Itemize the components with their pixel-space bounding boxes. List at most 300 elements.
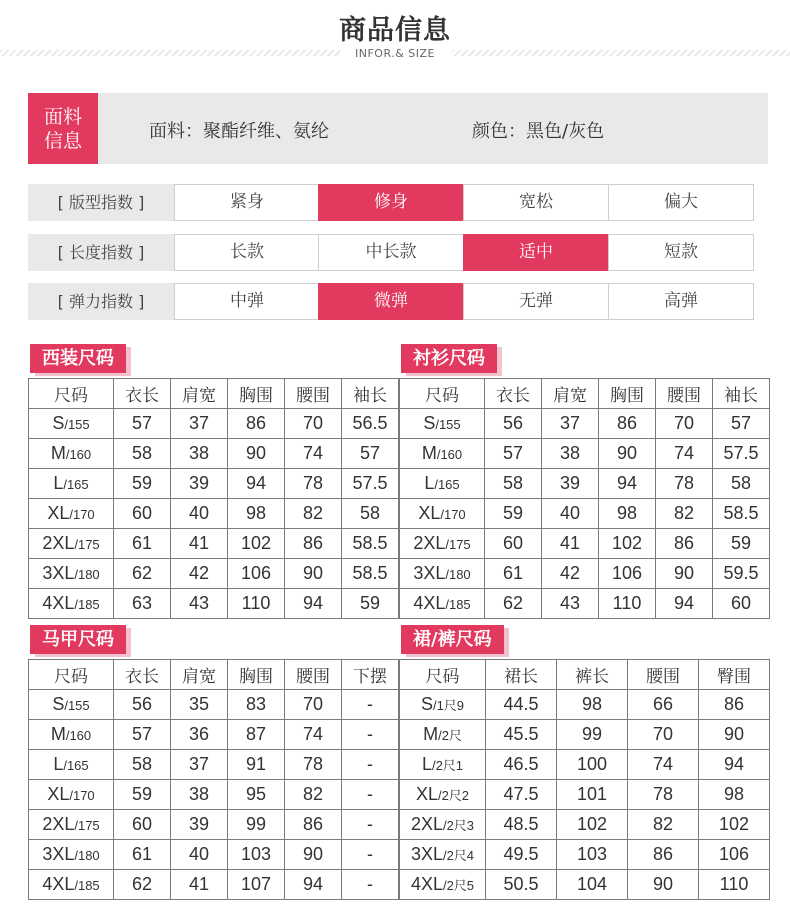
measurement-cell: - xyxy=(342,690,399,720)
measurement-cell: 110 xyxy=(228,589,285,619)
size-sub-label: /185 xyxy=(445,597,471,612)
table-row xyxy=(29,529,399,559)
measurement-cell: 57.5 xyxy=(342,469,399,499)
column-header: 裤长 xyxy=(557,660,628,690)
measurement-cell: 61 xyxy=(485,559,542,589)
size-cell xyxy=(400,720,486,750)
size-sub-label: /160 xyxy=(65,728,92,743)
size-cell xyxy=(400,840,486,870)
column-header: 肩宽 xyxy=(542,379,599,409)
index-option: 短款 xyxy=(608,234,754,271)
size-label: 3XL xyxy=(413,563,446,583)
measurement-cell: 70 xyxy=(656,409,713,439)
measurement-cell: 94 xyxy=(656,589,713,619)
size-sub-label: /160 xyxy=(65,447,92,462)
measurement-cell: 106 xyxy=(228,559,285,589)
table-row xyxy=(29,469,399,499)
measurement-cell: 78 xyxy=(285,750,342,780)
measurement-cell: 74 xyxy=(285,720,342,750)
size-label: M xyxy=(50,443,66,463)
table-row xyxy=(29,810,399,840)
table-row xyxy=(29,840,399,870)
measurement-cell: 107 xyxy=(228,870,285,900)
measurement-cell: 90 xyxy=(599,439,656,469)
size-label: M xyxy=(423,724,439,744)
table-row xyxy=(400,589,770,619)
size-sub-label: /165 xyxy=(434,477,460,492)
measurement-cell: 102 xyxy=(228,529,285,559)
measurement-cell: 56 xyxy=(114,690,171,720)
size-cell xyxy=(29,409,114,439)
size-label: XL xyxy=(47,784,70,804)
column-header: 肩宽 xyxy=(171,379,228,409)
measurement-cell: 59 xyxy=(485,499,542,529)
measurement-cell: 57 xyxy=(114,720,171,750)
column-header: 衣长 xyxy=(114,379,171,409)
measurement-cell: 82 xyxy=(656,499,713,529)
size-cell xyxy=(29,810,114,840)
column-header: 袖长 xyxy=(713,379,770,409)
size-label: M xyxy=(50,724,66,744)
measurement-cell: 37 xyxy=(171,409,228,439)
measurement-cell: 91 xyxy=(228,750,285,780)
measurement-cell: 49.5 xyxy=(486,840,557,870)
size-sub-label: /155 xyxy=(435,417,461,432)
size-sub-label: /1尺9 xyxy=(432,698,465,713)
size-cell xyxy=(400,870,486,900)
size-cell xyxy=(400,750,486,780)
column-header: 尺码 xyxy=(29,660,114,690)
fabric-info-panel xyxy=(28,93,768,164)
measurement-cell: 102 xyxy=(557,810,628,840)
measurement-cell: 59.5 xyxy=(713,559,770,589)
measurement-cell: 101 xyxy=(557,780,628,810)
size-sub-label: /170 xyxy=(440,507,466,522)
skirt-size-title: 裙/裤尺码 xyxy=(401,625,504,654)
measurement-cell: 35 xyxy=(171,690,228,720)
measurement-cell: 86 xyxy=(656,529,713,559)
measurement-cell: 102 xyxy=(699,810,770,840)
measurement-cell: - xyxy=(342,840,399,870)
size-label: L xyxy=(53,473,64,493)
measurement-cell: 98 xyxy=(557,690,628,720)
index-row-label: [ 版型指数 ] xyxy=(28,184,174,221)
size-label: XL xyxy=(415,784,438,804)
size-sub-label: /155 xyxy=(64,698,90,713)
column-header: 裙长 xyxy=(486,660,557,690)
column-header: 胸围 xyxy=(228,379,285,409)
measurement-cell: 86 xyxy=(285,529,342,559)
size-label: S xyxy=(52,694,65,714)
size-cell xyxy=(29,750,114,780)
size-sub-label: /2尺3 xyxy=(442,818,475,833)
size-cell xyxy=(400,780,486,810)
size-sub-label: /2尺4 xyxy=(442,848,475,863)
size-cell xyxy=(400,469,485,499)
size-label: 3XL xyxy=(410,844,443,864)
size-label: 4XL xyxy=(42,874,75,894)
measurement-cell: 103 xyxy=(557,840,628,870)
size-label: S xyxy=(420,694,433,714)
table-row xyxy=(29,559,399,589)
index-option: 偏大 xyxy=(608,184,754,221)
index-option: 长款 xyxy=(174,234,320,271)
measurement-cell: 58.5 xyxy=(342,559,399,589)
measurement-cell: 59 xyxy=(713,529,770,559)
size-sub-label: /180 xyxy=(74,848,100,863)
size-sub-label: /170 xyxy=(69,507,95,522)
measurement-cell: 45.5 xyxy=(486,720,557,750)
measurement-cell: 60 xyxy=(713,589,770,619)
table-row xyxy=(29,870,399,900)
measurement-cell: - xyxy=(342,870,399,900)
measurement-cell: 110 xyxy=(599,589,656,619)
measurement-cell: 104 xyxy=(557,870,628,900)
size-label: 4XL xyxy=(42,593,75,613)
measurement-cell: 78 xyxy=(628,780,699,810)
measurement-cell: 42 xyxy=(171,559,228,589)
size-sub-label: /2尺2 xyxy=(437,788,470,803)
measurement-cell: 42 xyxy=(542,559,599,589)
size-cell xyxy=(400,810,486,840)
measurement-cell: - xyxy=(342,810,399,840)
table-header-row xyxy=(400,379,770,409)
size-label: M xyxy=(421,443,437,463)
measurement-cell: 38 xyxy=(171,780,228,810)
measurement-cell: 57.5 xyxy=(713,439,770,469)
size-label: 2XL xyxy=(42,533,75,553)
column-header: 袖长 xyxy=(342,379,399,409)
measurement-cell: - xyxy=(342,750,399,780)
measurement-cell: 40 xyxy=(171,499,228,529)
table-row xyxy=(400,720,770,750)
measurement-cell: 90 xyxy=(656,559,713,589)
measurement-cell: 56.5 xyxy=(342,409,399,439)
size-label: 2XL xyxy=(413,533,446,553)
measurement-cell: 66 xyxy=(628,690,699,720)
measurement-cell: 47.5 xyxy=(486,780,557,810)
measurement-cell: - xyxy=(342,780,399,810)
measurement-cell: 41 xyxy=(542,529,599,559)
measurement-cell: 38 xyxy=(542,439,599,469)
table-row xyxy=(400,529,770,559)
column-header: 臀围 xyxy=(699,660,770,690)
measurement-cell: 98 xyxy=(228,499,285,529)
measurement-cell: 78 xyxy=(656,469,713,499)
measurement-cell: 60 xyxy=(485,529,542,559)
measurement-cell: 82 xyxy=(285,499,342,529)
index-option-selected: 适中 xyxy=(463,234,609,271)
measurement-cell: 37 xyxy=(171,750,228,780)
measurement-cell: 95 xyxy=(228,780,285,810)
index-option: 中弹 xyxy=(174,283,320,320)
measurement-cell: 86 xyxy=(285,810,342,840)
size-sub-label: /155 xyxy=(64,417,90,432)
index-option: 中长款 xyxy=(318,234,464,271)
measurement-cell: 106 xyxy=(599,559,656,589)
table-row xyxy=(29,499,399,529)
size-cell xyxy=(29,690,114,720)
size-sub-label: /185 xyxy=(74,597,100,612)
size-label: S xyxy=(423,413,436,433)
measurement-cell: 74 xyxy=(628,750,699,780)
table-header-row xyxy=(29,379,399,409)
measurement-cell: 94 xyxy=(285,589,342,619)
table-row xyxy=(400,870,770,900)
measurement-cell: 86 xyxy=(228,409,285,439)
measurement-cell: 40 xyxy=(542,499,599,529)
size-label: L xyxy=(53,754,64,774)
size-label: 2XL xyxy=(42,814,75,834)
table-row xyxy=(400,780,770,810)
measurement-cell: 86 xyxy=(628,840,699,870)
size-sub-label: /2尺5 xyxy=(442,878,475,893)
index-row-label: [ 长度指数 ] xyxy=(28,234,174,271)
size-cell xyxy=(29,589,114,619)
index-option: 紧身 xyxy=(174,184,320,221)
column-header: 腰围 xyxy=(285,379,342,409)
size-cell xyxy=(400,690,486,720)
size-label: XL xyxy=(418,503,441,523)
measurement-cell: 61 xyxy=(114,840,171,870)
measurement-cell: 37 xyxy=(542,409,599,439)
measurement-cell: 90 xyxy=(699,720,770,750)
size-cell xyxy=(29,840,114,870)
measurement-cell: 56 xyxy=(485,409,542,439)
measurement-cell: 41 xyxy=(171,870,228,900)
measurement-cell: 102 xyxy=(599,529,656,559)
measurement-cell: 83 xyxy=(228,690,285,720)
measurement-cell: 78 xyxy=(285,469,342,499)
table-row xyxy=(400,810,770,840)
size-label: 4XL xyxy=(413,593,446,613)
column-header: 腰围 xyxy=(628,660,699,690)
page-subtitle: INFOR.& SIZE xyxy=(355,47,435,60)
table-row xyxy=(29,780,399,810)
index-row xyxy=(28,184,753,221)
column-header: 尺码 xyxy=(29,379,114,409)
column-header: 腰围 xyxy=(656,379,713,409)
measurement-cell: 98 xyxy=(599,499,656,529)
table-row xyxy=(29,409,399,439)
size-label: XL xyxy=(47,503,70,523)
vest-size-title: 马甲尺码 xyxy=(30,625,126,654)
size-cell xyxy=(29,870,114,900)
size-sub-label: /180 xyxy=(445,567,471,582)
measurement-cell: 58 xyxy=(485,469,542,499)
measurement-cell: 40 xyxy=(171,840,228,870)
size-cell xyxy=(400,409,485,439)
measurement-cell: 82 xyxy=(285,780,342,810)
measurement-cell: 39 xyxy=(542,469,599,499)
measurement-cell: 90 xyxy=(285,559,342,589)
measurement-cell: 41 xyxy=(171,529,228,559)
vest-size-table xyxy=(28,659,399,900)
measurement-cell: 106 xyxy=(699,840,770,870)
size-cell xyxy=(29,499,114,529)
fabric-tag-line2: 信息 xyxy=(43,129,82,152)
measurement-cell: 74 xyxy=(656,439,713,469)
index-row-label: [ 弹力指数 ] xyxy=(28,283,174,320)
column-header: 尺码 xyxy=(400,379,485,409)
measurement-cell: 57 xyxy=(713,409,770,439)
measurement-cell: 59 xyxy=(114,780,171,810)
size-label: S xyxy=(52,413,65,433)
measurement-cell: 99 xyxy=(557,720,628,750)
table-row xyxy=(400,439,770,469)
measurement-cell: 90 xyxy=(628,870,699,900)
measurement-cell: 58.5 xyxy=(342,529,399,559)
measurement-cell: 86 xyxy=(599,409,656,439)
index-option: 宽松 xyxy=(463,184,609,221)
measurement-cell: 60 xyxy=(114,499,171,529)
size-cell xyxy=(400,559,485,589)
measurement-cell: 70 xyxy=(285,690,342,720)
measurement-cell: 38 xyxy=(171,439,228,469)
shirt-size-table xyxy=(399,378,770,619)
table-header-row xyxy=(29,660,399,690)
measurement-cell: 94 xyxy=(699,750,770,780)
column-header: 腰围 xyxy=(285,660,342,690)
measurement-cell: 58 xyxy=(114,439,171,469)
measurement-cell: 86 xyxy=(699,690,770,720)
table-row xyxy=(400,690,770,720)
size-cell xyxy=(29,469,114,499)
table-row xyxy=(400,409,770,439)
size-cell xyxy=(400,499,485,529)
column-header: 下摆 xyxy=(342,660,399,690)
index-row xyxy=(28,283,753,320)
measurement-cell: 43 xyxy=(542,589,599,619)
fabric-material: 面料：聚酯纤维、氨纶 xyxy=(149,121,329,142)
suit-size-title: 西装尺码 xyxy=(30,344,126,373)
measurement-cell: 62 xyxy=(114,870,171,900)
column-header: 尺码 xyxy=(400,660,486,690)
measurement-cell: 99 xyxy=(228,810,285,840)
measurement-cell: 57 xyxy=(342,439,399,469)
size-cell xyxy=(400,529,485,559)
measurement-cell: 44.5 xyxy=(486,690,557,720)
index-option-selected: 修身 xyxy=(318,184,464,221)
size-cell xyxy=(29,559,114,589)
table-header-row xyxy=(400,660,770,690)
size-sub-label: /175 xyxy=(445,537,471,552)
measurement-cell: 61 xyxy=(114,529,171,559)
fabric-tag-line1: 面料 xyxy=(43,105,82,128)
size-sub-label: /170 xyxy=(69,788,95,803)
measurement-cell: 36 xyxy=(171,720,228,750)
measurement-cell: 70 xyxy=(285,409,342,439)
measurement-cell: 58.5 xyxy=(713,499,770,529)
table-row xyxy=(400,750,770,780)
size-cell xyxy=(29,720,114,750)
measurement-cell: - xyxy=(342,720,399,750)
measurement-cell: 57 xyxy=(114,409,171,439)
size-label: 3XL xyxy=(42,563,75,583)
page-title: 商品信息 xyxy=(339,15,451,46)
suit-size-table xyxy=(28,378,399,619)
table-row xyxy=(29,690,399,720)
size-label: 3XL xyxy=(42,844,75,864)
index-option: 高弹 xyxy=(608,283,754,320)
measurement-cell: 63 xyxy=(114,589,171,619)
measurement-cell: 94 xyxy=(228,469,285,499)
table-row xyxy=(29,720,399,750)
measurement-cell: 59 xyxy=(114,469,171,499)
measurement-cell: 39 xyxy=(171,469,228,499)
size-cell xyxy=(400,439,485,469)
measurement-cell: 90 xyxy=(228,439,285,469)
measurement-cell: 82 xyxy=(628,810,699,840)
measurement-cell: 58 xyxy=(713,469,770,499)
table-row xyxy=(400,469,770,499)
measurement-cell: 43 xyxy=(171,589,228,619)
measurement-cell: 87 xyxy=(228,720,285,750)
shirt-size-title: 衬衫尺码 xyxy=(401,344,497,373)
size-sub-label: /2尺 xyxy=(438,728,462,743)
column-header: 衣长 xyxy=(485,379,542,409)
size-cell xyxy=(29,439,114,469)
measurement-cell: 94 xyxy=(285,870,342,900)
table-row xyxy=(400,559,770,589)
measurement-cell: 94 xyxy=(599,469,656,499)
column-header: 胸围 xyxy=(599,379,656,409)
size-label: 4XL xyxy=(410,874,443,894)
measurement-cell: 57 xyxy=(485,439,542,469)
measurement-cell: 39 xyxy=(171,810,228,840)
measurement-cell: 70 xyxy=(628,720,699,750)
size-sub-label: /185 xyxy=(74,878,100,893)
table-row xyxy=(400,840,770,870)
measurement-cell: 48.5 xyxy=(486,810,557,840)
measurement-cell: 98 xyxy=(699,780,770,810)
size-sub-label: /175 xyxy=(74,818,100,833)
measurement-cell: 90 xyxy=(285,840,342,870)
measurement-cell: 60 xyxy=(114,810,171,840)
table-row xyxy=(29,589,399,619)
measurement-cell: 62 xyxy=(114,559,171,589)
column-header: 肩宽 xyxy=(171,660,228,690)
measurement-cell: 103 xyxy=(228,840,285,870)
table-row xyxy=(29,439,399,469)
table-row xyxy=(400,499,770,529)
size-sub-label: /160 xyxy=(436,447,463,462)
size-sub-label: /165 xyxy=(63,477,89,492)
size-label: L xyxy=(424,473,435,493)
size-label: L xyxy=(421,754,432,774)
measurement-cell: 62 xyxy=(485,589,542,619)
fabric-info-tag xyxy=(28,93,98,164)
index-option-selected: 微弹 xyxy=(318,283,464,320)
measurement-cell: 74 xyxy=(285,439,342,469)
column-header: 胸围 xyxy=(228,660,285,690)
table-row xyxy=(29,750,399,780)
measurement-cell: 58 xyxy=(114,750,171,780)
measurement-cell: 100 xyxy=(557,750,628,780)
size-label: 2XL xyxy=(410,814,443,834)
measurement-cell: 59 xyxy=(342,589,399,619)
index-row xyxy=(28,234,753,271)
size-sub-label: /180 xyxy=(74,567,100,582)
fabric-color: 颜色：黑色/灰色 xyxy=(472,121,605,142)
measurement-cell: 50.5 xyxy=(486,870,557,900)
index-option: 无弹 xyxy=(463,283,609,320)
measurement-cell: 110 xyxy=(699,870,770,900)
size-cell xyxy=(400,589,485,619)
column-header: 衣长 xyxy=(114,660,171,690)
size-sub-label: /2尺1 xyxy=(431,758,464,773)
size-sub-label: /175 xyxy=(74,537,100,552)
